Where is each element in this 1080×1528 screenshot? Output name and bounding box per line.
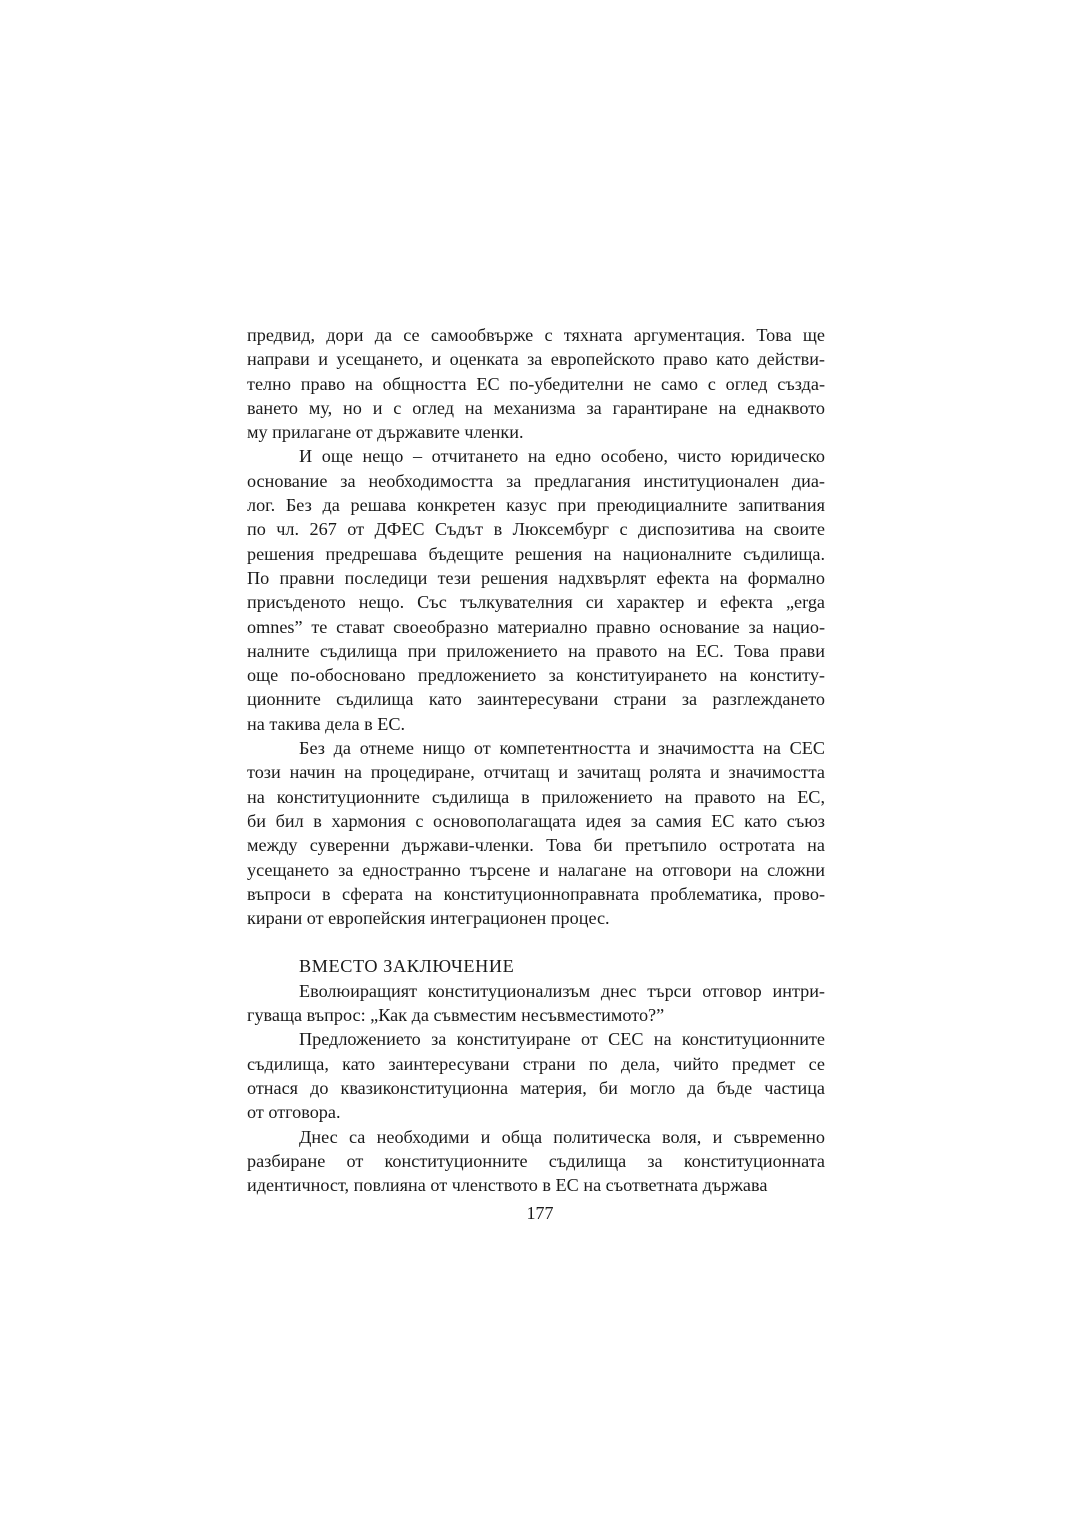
text-line: решения предрешава бъдещите решения на националните съдилища.	[247, 543, 825, 564]
page-number: 177	[526, 1203, 554, 1223]
text-line: телно право на общността ЕС по-убедителни не само с оглед създа-	[247, 373, 825, 394]
text-line: присъденото нещо. Със тълкувателния си характер и ефекта „erga	[247, 592, 825, 613]
text-line: основание за необходимостта за предлагания институционален диа-	[247, 470, 825, 491]
paragraph	[247, 736, 825, 930]
text-line: По правни последици тези решения надхвърлят ефекта на формално	[247, 567, 825, 588]
text-line: Предложението за конституиране от СЕС на конституционните	[299, 1029, 825, 1050]
text-line: ционните съдилища като заинтересувани страни за разглеждането	[247, 689, 825, 710]
text-line: му прилагане от държавите членки.	[247, 422, 524, 443]
text-line: И още нещо – отчитането на едно особено, чисто юридическо	[299, 446, 825, 467]
text-line: разбиране от конституционните съдилища за конституционната	[247, 1150, 825, 1171]
paragraph	[247, 1125, 825, 1198]
text-line: отнася до квазиконституционна материя, би могло да бъде частица	[247, 1077, 825, 1098]
text-line: omnes” те стават своеобразно материално правно основание за нацио-	[247, 616, 825, 637]
text-line: този начин на процедиране, отчитащ и зачитащ ролята и значимостта	[247, 762, 825, 783]
text-line: от отговора.	[247, 1102, 341, 1123]
text-line: на конституционните съдилища в приложението на правото на ЕС,	[247, 786, 825, 807]
paragraph	[247, 979, 825, 1028]
section-heading: ВМЕСТО ЗАКЛЮЧЕНИЕ	[299, 956, 515, 977]
text-line: по чл. 267 от ДФЕС Съдът в Люксембург с диспозитива на своите	[247, 519, 825, 540]
conclusion-paragraphs	[247, 979, 825, 1198]
text-line: кирани от европейския интеграционен процес.	[247, 908, 610, 929]
body-paragraphs	[247, 323, 825, 930]
text-line: още по-обосновано предложението за конституирането на конститу-	[247, 665, 825, 686]
text-line: Днес са необходими и обща политическа воля, и съвременно	[299, 1126, 825, 1147]
document-body	[247, 323, 825, 1197]
text-line: ването му, но и с оглед на механизма за гарантиране на еднаквото	[247, 397, 825, 418]
text-line: идентичност, повлияна от членството в ЕС на съответната държава	[247, 1175, 768, 1196]
text-line: между суверенни държави-членки. Това би претъпило остротата на	[247, 835, 825, 856]
text-line: налните съдилища при приложението на правото на ЕС. Това прави	[247, 640, 825, 661]
text-line: направи и усещането, и оценката за европейското право като действи-	[247, 349, 825, 370]
paragraph	[247, 444, 825, 736]
text-line: гуваща въпрос: „Как да съвместим несъвместимото?”	[247, 1005, 665, 1026]
paragraph	[247, 1027, 825, 1124]
text-line: съдилища, като заинтересувани страни по дела, чийто предмет се	[247, 1053, 825, 1074]
text-line: би бил в хармония с основополагащата идея за самия ЕС като съюз	[247, 810, 825, 831]
text-line: Еволюиращият конституционализъм днес търси отговор интри-	[299, 980, 825, 1001]
text-line: предвид, дори да се самообвърже с тяхната аргументация. Това ще	[247, 325, 825, 345]
text-line: усещането за едностранно търсене и налагане на отговори на сложни	[247, 859, 825, 880]
text-line: лог. Без да решава конкретен казус при преюдициалните запитвания	[247, 495, 825, 516]
paragraph	[247, 323, 825, 444]
text-line: Без да отнеме нищо от компетентността и значимостта на СЕС	[299, 738, 825, 759]
text-line: на такива дела в ЕС.	[247, 713, 406, 734]
text-line: въпроси в сферата на конституционноправната проблематика, прово-	[247, 883, 825, 904]
